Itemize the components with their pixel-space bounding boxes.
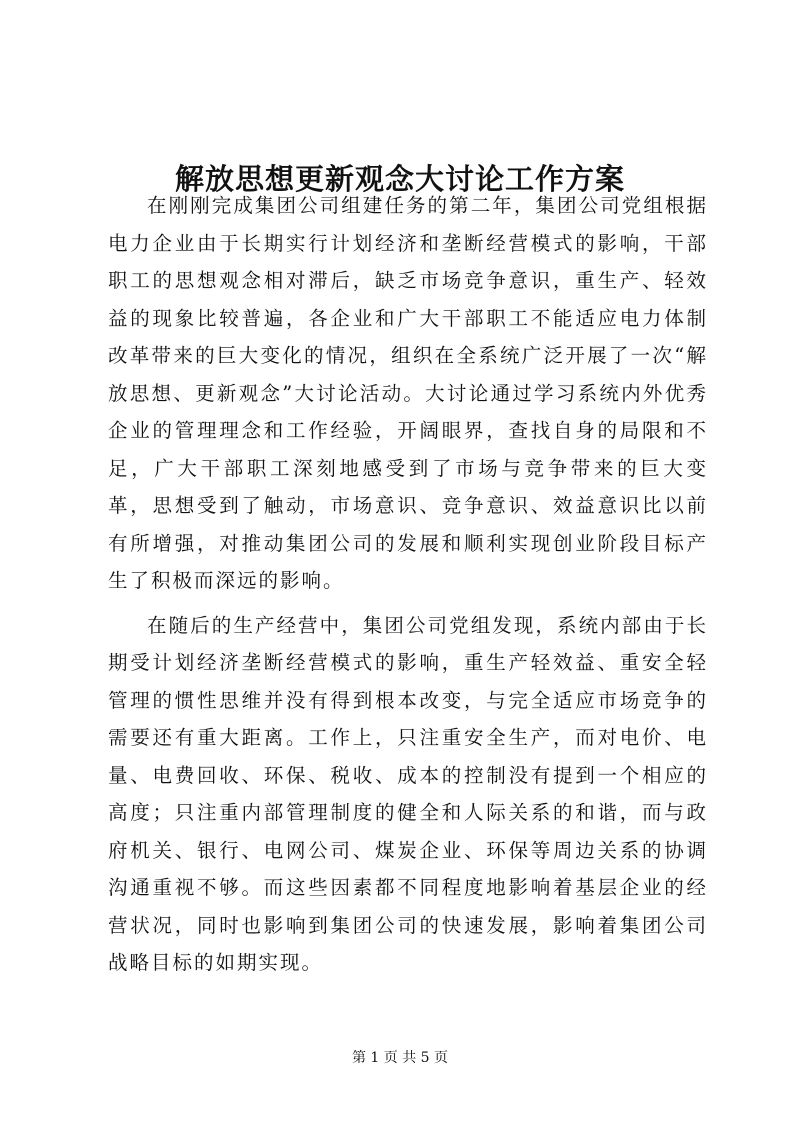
page-number-footer: 第 1 页 共 5 页 bbox=[351, 1050, 449, 1066]
document-body bbox=[108, 187, 708, 982]
paragraph-2: 在随后的生产经营中，集团公司党组发现，系统内部由于长期受计划经济垄断经营模式的影响，重生产轻效益、重安全轻管理的惯性思维并没有得到根本改变，与完全适应市场竞争的需要还有重大距离。工作上，只注重安全生产，而对电价、电量、电费回收、环保、税收、成本的控制没有提到一个相应的高度；只注重内部管理制度的健全和人际关系的和谐，而与政府机关、银行、电网公司、煤炭企业、环保等周边关系的协调沟通重视不够。而这些因素都不同程度地影响着基层企业的经营状况，同时也影响到集团公司的快速发展，影响着集团公司战略目标的如期实现。 bbox=[108, 613, 708, 974]
document-title: 解放思想更新观念大讨论工作方案 bbox=[174, 162, 625, 197]
paragraph-1: 在刚刚完成集团公司组建任务的第二年，集团公司党组根据电力企业由于长期实行计划经济和垄断经营模式的影响，干部职工的思想观念相对滞后，缺乏市场竞争意识，重生产、轻效益的现象比较普遍，各企业和广大干部职工不能适应电力体制改革带来的巨大变化的情况，组织在全系统广泛开展了一次“解放思想、更新观念”大讨论活动。大讨论通过学习系统内外优秀企业的管理理念和工作经验，开阔眼界，查找自身的局限和不足，广大干部职工深刻地感受到了市场与竞争带来的巨大变革，思想受到了触动，市场意识、竞争意识、效益意识比以前有所增强，对推动集团公司的发展和顺利实现创业阶段目标产生了积极而深远的影响。 bbox=[108, 194, 708, 592]
